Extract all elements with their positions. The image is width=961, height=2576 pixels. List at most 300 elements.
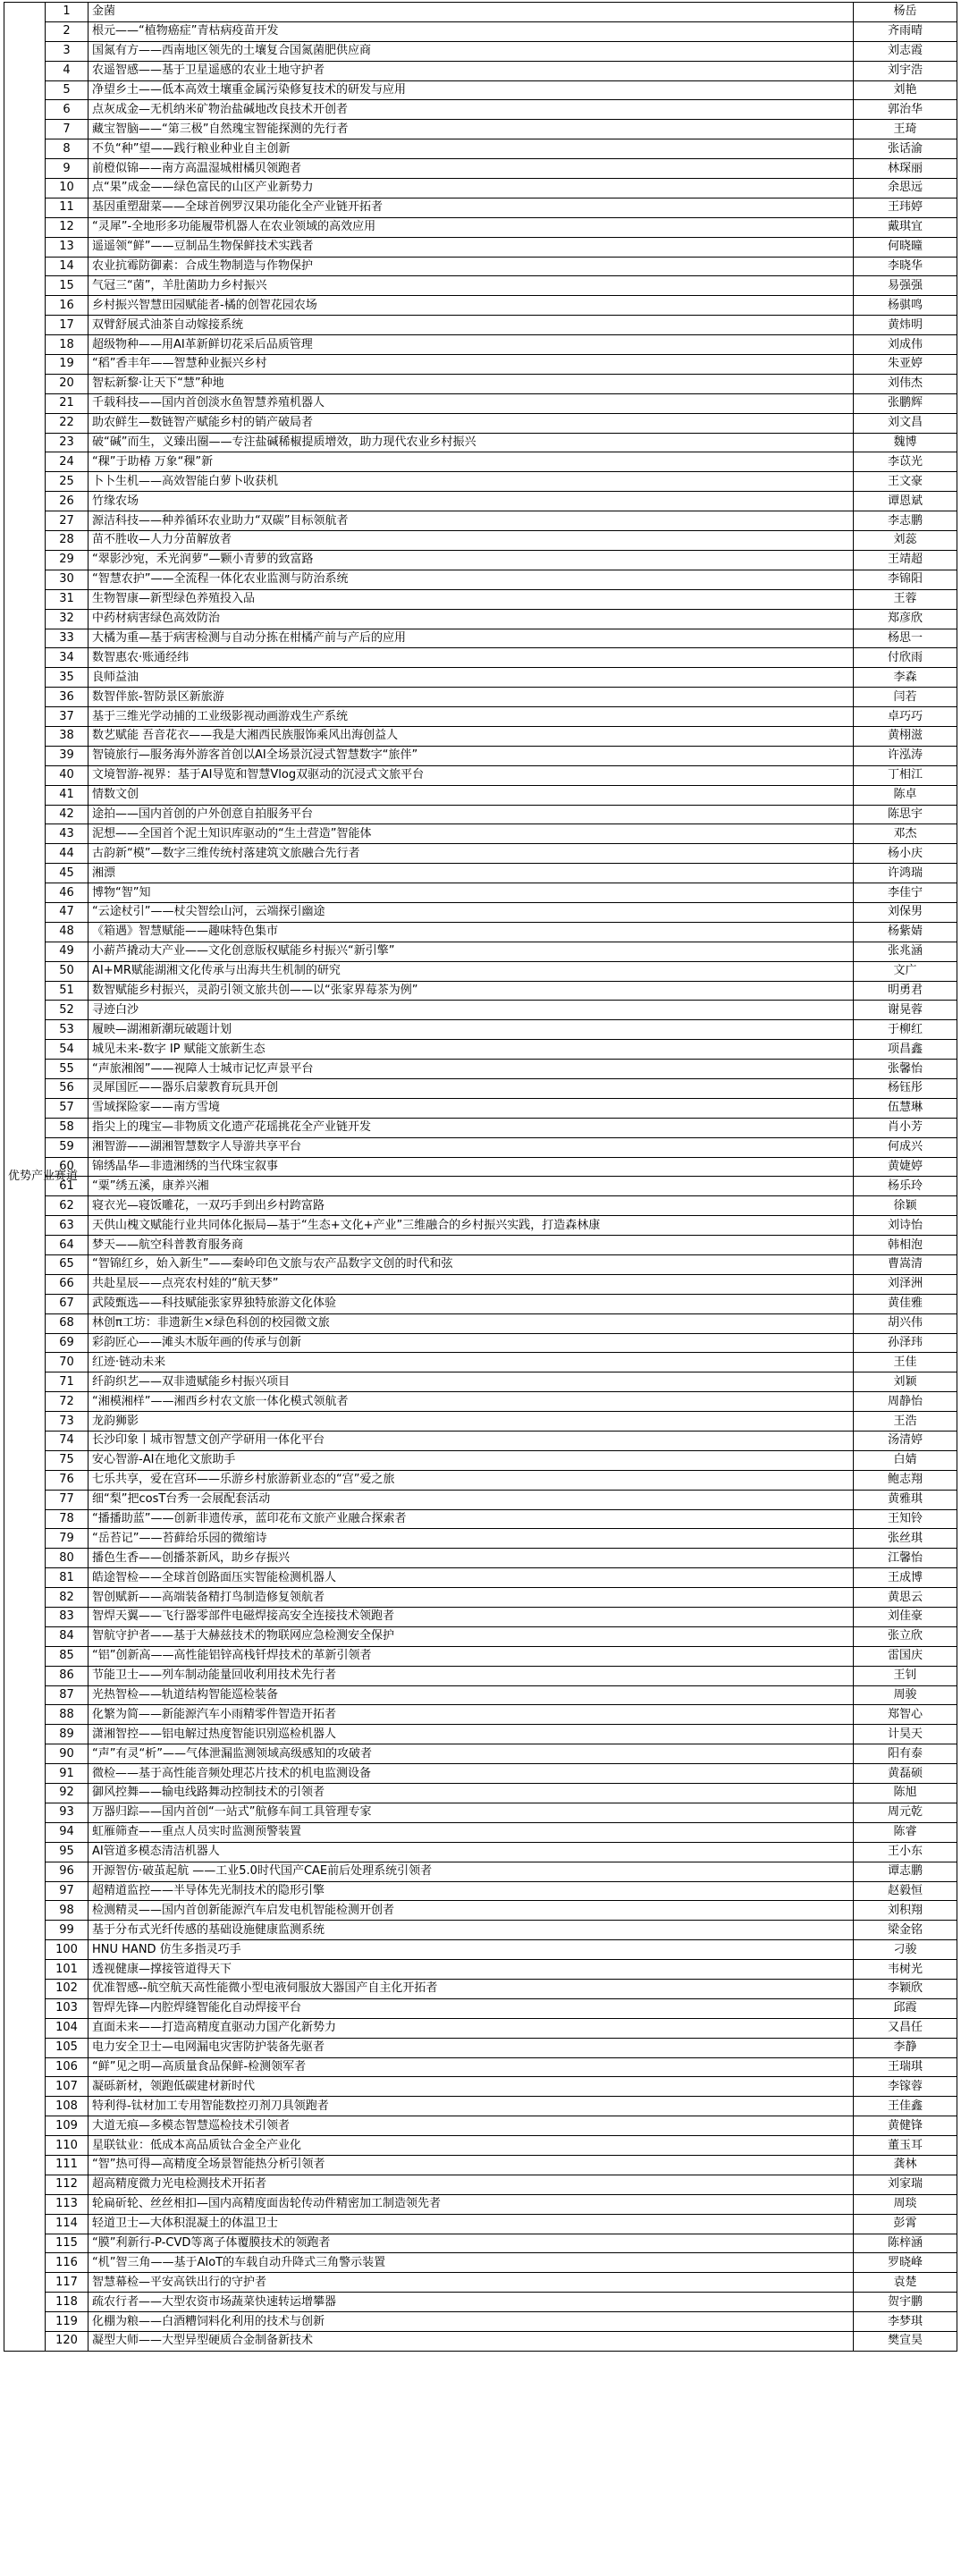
- project-leader: 王佳: [854, 1353, 957, 1372]
- row-number: 73: [46, 1412, 89, 1432]
- row-number: 28: [46, 531, 89, 551]
- project-title: 苗不胜收—人力分苗解放者: [89, 531, 854, 551]
- table-row: [4, 511, 957, 531]
- table-row: [4, 902, 957, 922]
- project-title: “岳苔记”——苔藓给乐园的微缩诗: [89, 1529, 854, 1549]
- project-leader: 韩相泡: [854, 1236, 957, 1255]
- project-leader: 曹嵩清: [854, 1255, 957, 1275]
- project-title: 遥遥领“鲜”——豆制品生物保鲜技术实践者: [89, 237, 854, 257]
- project-title: “智”热可得—高精度全场景智能热分析引领者: [89, 2155, 854, 2175]
- project-title: 湘智游——湖湘智慧数字人导游共享平台: [89, 1137, 854, 1157]
- table-row: [4, 1509, 957, 1529]
- row-number: 100: [46, 1940, 89, 1960]
- project-title: 国氮有方——西南地区领先的土壤复合国氮菌肥供应商: [89, 41, 854, 61]
- row-number: 34: [46, 648, 89, 668]
- project-title: “播播助蓝”——创新非遗传承，蓝印花布文旅产业融合探索者: [89, 1509, 854, 1529]
- project-title: 轻道卫士—大体积混凝土的体温卫士: [89, 2214, 854, 2234]
- project-title: AI+MR赋能湖湘文化传承与出海共生机制的研究: [89, 961, 854, 981]
- table-row: [4, 785, 957, 805]
- table-row: [4, 2077, 957, 2097]
- row-number: 112: [46, 2175, 89, 2194]
- project-title: 节能卫士——列车制动能量回收利用技术先行者: [89, 1666, 854, 1685]
- row-number: 30: [46, 570, 89, 589]
- project-title: 藏宝智脑——“第三极”自然瑰宝智能探测的先行者: [89, 120, 854, 139]
- project-leader: 魏博: [854, 433, 957, 452]
- table-row: [4, 1060, 957, 1079]
- project-leader: 刘保男: [854, 902, 957, 922]
- project-leader: 黄雅琪: [854, 1490, 957, 1509]
- project-leader: 肖小芳: [854, 1118, 957, 1137]
- row-number: 50: [46, 961, 89, 981]
- row-number: 68: [46, 1313, 89, 1333]
- table-row: [4, 1764, 957, 1784]
- table-row: [4, 648, 957, 668]
- row-number: 8: [46, 139, 89, 159]
- table-row: [4, 883, 957, 903]
- project-title: 检测精灵——国内首创新能源汽车启发电机智能检测开创者: [89, 1901, 854, 1921]
- project-leader: 胡兴伟: [854, 1313, 957, 1333]
- project-leader: 朱亚婷: [854, 355, 957, 375]
- row-number: 80: [46, 1549, 89, 1568]
- project-leader: 王钊: [854, 1666, 957, 1685]
- project-leader: 李静: [854, 2038, 957, 2057]
- project-leader: 江馨怡: [854, 1549, 957, 1568]
- row-number: 38: [46, 726, 89, 746]
- table-row: [4, 2234, 957, 2253]
- project-leader: 刘宇浩: [854, 61, 957, 80]
- project-leader: 文广: [854, 961, 957, 981]
- project-leader: 王浩: [854, 1412, 957, 1432]
- row-number: 113: [46, 2194, 89, 2214]
- project-title: 大橘为重—基于病害检测与自动分拣在柑橘产前与产后的应用: [89, 629, 854, 648]
- project-title: 开源智仿·破茧起航 ——工业5.0时代国产CAE前后处理系统引领者: [89, 1862, 854, 1881]
- row-number: 6: [46, 100, 89, 120]
- table-row: [4, 1040, 957, 1060]
- row-number: 27: [46, 511, 89, 531]
- table-row: [4, 179, 957, 198]
- project-title: 光热智检——轨道结构智能巡检装备: [89, 1685, 854, 1705]
- table-row: [4, 1725, 957, 1744]
- row-number: 60: [46, 1157, 89, 1177]
- project-leader: 黄佳雅: [854, 1294, 957, 1313]
- project-title: 微检——基于高性能音频处理芯片技术的机电监测设备: [89, 1764, 854, 1784]
- row-number: 94: [46, 1822, 89, 1842]
- table-row: [4, 1646, 957, 1666]
- table-row: [4, 1236, 957, 1255]
- table-row: [4, 296, 957, 316]
- project-title: 指尖上的瑰宝—非物质文化遗产花瑶挑花全产业链开发: [89, 1118, 854, 1137]
- project-leader: 王小东: [854, 1842, 957, 1862]
- project-leader: 杨钰彤: [854, 1078, 957, 1098]
- project-leader: 付欣雨: [854, 648, 957, 668]
- row-number: 37: [46, 707, 89, 727]
- project-leader: 杨小庆: [854, 844, 957, 864]
- table-row: [4, 570, 957, 589]
- project-title: 智焊天翼——飞行器零部件电磁焊接高安全连接技术领跑者: [89, 1608, 854, 1627]
- table-row: [4, 1803, 957, 1822]
- project-leader: 樊宣昊: [854, 2331, 957, 2351]
- row-number: 18: [46, 335, 89, 355]
- row-number: 79: [46, 1529, 89, 1549]
- row-number: 32: [46, 609, 89, 629]
- row-number: 51: [46, 981, 89, 1001]
- project-title: “铝”创新高——高性能铝锌高栈钎焊技术的革新引领者: [89, 1646, 854, 1666]
- project-title: AI管道多模态清洁机器人: [89, 1842, 854, 1862]
- project-leader: 刘佳豪: [854, 1608, 957, 1627]
- row-number: 14: [46, 257, 89, 276]
- row-number: 114: [46, 2214, 89, 2234]
- table-row: [4, 1177, 957, 1196]
- project-leader: 李佳宁: [854, 883, 957, 903]
- project-title: 纤韵织艺——双非遗赋能乡村振兴项目: [89, 1372, 854, 1392]
- project-title: 中药材病害绿色高效防治: [89, 609, 854, 629]
- project-leader: 于柳红: [854, 1020, 957, 1040]
- project-leader: 彭霄: [854, 2214, 957, 2234]
- table-row: [4, 531, 957, 551]
- table-row: [4, 726, 957, 746]
- table-row: [4, 961, 957, 981]
- project-leader: 齐雨晴: [854, 21, 957, 41]
- project-leader: 黄栩滋: [854, 726, 957, 746]
- project-leader: 董玉耳: [854, 2136, 957, 2156]
- project-leader: 王蓉: [854, 589, 957, 609]
- project-title: 优准智感--航空航天高性能微小型电液伺服放大器国产自主化开拓者: [89, 1979, 854, 1998]
- project-leader: 张立欣: [854, 1626, 957, 1646]
- project-leader: 李晓华: [854, 257, 957, 276]
- table-row: [4, 335, 957, 355]
- project-leader: 明勇君: [854, 981, 957, 1001]
- row-number: 85: [46, 1646, 89, 1666]
- row-number: 90: [46, 1744, 89, 1764]
- table-row: [4, 2214, 957, 2234]
- project-title: 泥想——全国首个泥土知识库驱动的“生土营造”智能体: [89, 824, 854, 844]
- project-leader: 黄磊硕: [854, 1764, 957, 1784]
- project-title: 电力安全卫士—电网漏电灾害防护装备先驱者: [89, 2038, 854, 2057]
- table-row: [4, 1862, 957, 1881]
- project-title: 城见未来-数字 IP 赋能文旅新生态: [89, 1040, 854, 1060]
- table-row: [4, 1392, 957, 1412]
- project-leader: 谢晃蓉: [854, 1001, 957, 1020]
- project-leader: 汤清婷: [854, 1432, 957, 1451]
- table-row: [4, 1098, 957, 1118]
- project-leader: 韦树光: [854, 1960, 957, 1980]
- project-title: 途拍——国内首创的户外创意自拍服务平台: [89, 805, 854, 824]
- table-row: [4, 746, 957, 765]
- row-number: 62: [46, 1196, 89, 1216]
- project-leader: 陈旭: [854, 1784, 957, 1803]
- project-title: 疏农行者——大型农资市场蔬菜快速转运增攀器: [89, 2293, 854, 2312]
- row-number: 93: [46, 1803, 89, 1822]
- table-row: [4, 41, 957, 61]
- project-title: 前橙似锦——南方高温湿城柑橘贝领跑者: [89, 159, 854, 179]
- row-number: 53: [46, 1020, 89, 1040]
- project-title: 细“梨”把cosT台秀一会展配套活动: [89, 1490, 854, 1509]
- table-row: [4, 1078, 957, 1098]
- project-title: 小薪芦撬动大产业——文化创意版权赋能乡村振兴“新引擎”: [89, 942, 854, 961]
- project-leader: 周琰: [854, 2194, 957, 2214]
- project-leader: 雷国庆: [854, 1646, 957, 1666]
- project-leader: 刁骏: [854, 1940, 957, 1960]
- project-title: 彩韵匠心——滩头木版年画的传承与创新: [89, 1333, 854, 1353]
- row-number: 35: [46, 668, 89, 688]
- project-title: “湘模湘样”——湘西乡村农文旅一体化模式领航者: [89, 1392, 854, 1412]
- table-row: [4, 1412, 957, 1432]
- project-title: 乡村振兴智慧田园赋能者-橘的创智花园农场: [89, 296, 854, 316]
- table-row: [4, 1157, 957, 1177]
- project-title: 化繁为简——新能源汽车小雨精零件智造开拓者: [89, 1705, 854, 1725]
- row-number: 20: [46, 374, 89, 393]
- row-number: 45: [46, 864, 89, 883]
- row-number: 116: [46, 2253, 89, 2273]
- row-number: 84: [46, 1626, 89, 1646]
- table-row: [4, 316, 957, 335]
- table-row: [4, 374, 957, 393]
- project-leader: 易强强: [854, 276, 957, 296]
- table-row: [4, 2018, 957, 2038]
- project-leader: 龚林: [854, 2155, 957, 2175]
- project-title: 源洁科技——种养循环农业助力“双碳”目标领航者: [89, 511, 854, 531]
- project-title: 古韵新“模”—数字三维传统村落建筑文旅融合先行者: [89, 844, 854, 864]
- table-row: [4, 1568, 957, 1588]
- table-row: [4, 942, 957, 961]
- project-title: 根元——“植物癌症”青枯病疫苗开发: [89, 21, 854, 41]
- project-title: 星联钛业：低成本高品质钛合金全产业化: [89, 2136, 854, 2156]
- row-number: 119: [46, 2312, 89, 2332]
- row-number: 91: [46, 1764, 89, 1784]
- project-title: 御风控舞——输电线路舞动控制技术的引领者: [89, 1784, 854, 1803]
- table-row: [4, 2097, 957, 2116]
- project-leader: 张话渝: [854, 139, 957, 159]
- row-number: 70: [46, 1353, 89, 1372]
- project-leader: 刘诗怡: [854, 1216, 957, 1236]
- project-leader: 王佳鑫: [854, 2097, 957, 2116]
- row-number: 57: [46, 1098, 89, 1118]
- project-title: 数智惠农·账通经纬: [89, 648, 854, 668]
- project-title: 万器归踪——国内首创“一站式”航修车间工具管理专家: [89, 1803, 854, 1822]
- project-leader: 王玮婷: [854, 198, 957, 217]
- row-number: 117: [46, 2273, 89, 2293]
- project-leader: 刘文昌: [854, 413, 957, 433]
- table-row: [4, 159, 957, 179]
- project-title: 竹缘农场: [89, 492, 854, 511]
- project-leader: 李森: [854, 668, 957, 688]
- project-title: 《箱遇》智慧赋能——趣味特色集市: [89, 922, 854, 942]
- project-title: 大道无痕—多模态智慧巡检技术引领者: [89, 2116, 854, 2136]
- project-title: 安心智游-AI在地化文旅助手: [89, 1450, 854, 1470]
- project-title: 播色生香——创播茶新风，助乡存振兴: [89, 1549, 854, 1568]
- table-row: [4, 2331, 957, 2351]
- row-number: 81: [46, 1568, 89, 1588]
- row-number: 67: [46, 1294, 89, 1313]
- row-number: 64: [46, 1236, 89, 1255]
- project-leader: 袁楚: [854, 2273, 957, 2293]
- row-number: 118: [46, 2293, 89, 2312]
- table-row: [4, 589, 957, 609]
- project-leader: 王瑞琪: [854, 2057, 957, 2077]
- project-leader: 项昌鑫: [854, 1040, 957, 1060]
- project-leader: 周骏: [854, 1685, 957, 1705]
- table-row: [4, 1313, 957, 1333]
- project-title: 凝型大师——大型异型硬质合金制备新技术: [89, 2331, 854, 2351]
- row-number: 88: [46, 1705, 89, 1725]
- row-number: 72: [46, 1392, 89, 1412]
- project-leader: 王文豪: [854, 472, 957, 492]
- row-number: 65: [46, 1255, 89, 1275]
- row-number: 82: [46, 1588, 89, 1608]
- row-number: 52: [46, 1001, 89, 1020]
- project-leader: 张兆涵: [854, 942, 957, 961]
- row-number: 120: [46, 2331, 89, 2351]
- row-number: 48: [46, 922, 89, 942]
- project-leader: 李梦琪: [854, 2312, 957, 2332]
- project-leader: 孙泽玮: [854, 1333, 957, 1353]
- project-leader: 又昌任: [854, 2018, 957, 2038]
- table-row: [4, 864, 957, 883]
- row-number: 39: [46, 746, 89, 765]
- project-title: 锦绣晶华—非遗湘绣的当代珠宝叙事: [89, 1157, 854, 1177]
- project-title: “声”有灵“析”——气体泄漏监测领域高级感知的攻破者: [89, 1744, 854, 1764]
- project-leader: 闫若: [854, 688, 957, 707]
- project-leader: 计昊天: [854, 1725, 957, 1744]
- table-row: [4, 1216, 957, 1236]
- project-leader: 戴琪宜: [854, 217, 957, 237]
- table-row: [4, 1529, 957, 1549]
- table-row: [4, 492, 957, 511]
- project-leader: 黄婕婷: [854, 1157, 957, 1177]
- project-leader: 阳有泰: [854, 1744, 957, 1764]
- project-title: 红迹·链动未来: [89, 1353, 854, 1372]
- project-leader: 贺宇鹏: [854, 2293, 957, 2312]
- row-number: 76: [46, 1470, 89, 1490]
- project-title: 皓途智检——全球首创路面压实智能检测机器人: [89, 1568, 854, 1588]
- project-leader: 陈卓: [854, 785, 957, 805]
- table-row: [4, 1822, 957, 1842]
- project-title: 数艺赋能 吾音花衣——我是大湘西民族服饰乘风出海创益人: [89, 726, 854, 746]
- row-number: 110: [46, 2136, 89, 2156]
- row-number: 102: [46, 1979, 89, 1998]
- table-row: [4, 1960, 957, 1980]
- table-row: [4, 629, 957, 648]
- row-number: 95: [46, 1842, 89, 1862]
- project-title: 直面未来——打造高精度直驱动力国产化新势力: [89, 2018, 854, 2038]
- table-row: [4, 1470, 957, 1490]
- row-number: 108: [46, 2097, 89, 2116]
- project-leader: 陈梓涵: [854, 2234, 957, 2253]
- project-leader: 李志鹏: [854, 511, 957, 531]
- row-number: 69: [46, 1333, 89, 1353]
- project-leader: 刘志霞: [854, 41, 957, 61]
- table-row: [4, 355, 957, 375]
- project-leader: 邱霞: [854, 1998, 957, 2018]
- table-row: [4, 1940, 957, 1960]
- project-title: “声旅湘阁”——视障人士城市记忆声景平台: [89, 1060, 854, 1079]
- row-number: 23: [46, 433, 89, 452]
- row-number: 54: [46, 1040, 89, 1060]
- table-row: [4, 1137, 957, 1157]
- row-number: 97: [46, 1881, 89, 1901]
- project-leader: 黄思云: [854, 1588, 957, 1608]
- project-title: 灵犀国匠——器乐启蒙教育玩具开创: [89, 1078, 854, 1098]
- table-row: [4, 765, 957, 785]
- table-row: [4, 1842, 957, 1862]
- project-title: 生物智康—新型绿色养殖投入品: [89, 589, 854, 609]
- table-row: [4, 2194, 957, 2214]
- project-leader: 邓杰: [854, 824, 957, 844]
- project-leader: 刘伟杰: [854, 374, 957, 393]
- category-cell: 优势产业赛道: [4, 3, 46, 2352]
- table-row: [4, 1001, 957, 1020]
- table-row: [4, 433, 957, 452]
- table-row: [4, 550, 957, 570]
- table-row: [4, 668, 957, 688]
- row-number: 42: [46, 805, 89, 824]
- project-title: 特利得-钛材加工专用智能数控刃剂刀具领跑者: [89, 2097, 854, 2116]
- project-leader: 赵毅恒: [854, 1881, 957, 1901]
- row-number: 41: [46, 785, 89, 805]
- row-number: 5: [46, 80, 89, 100]
- row-number: 99: [46, 1921, 89, 1940]
- project-title: 轮扁斫轮、丝丝相扣—国内高精度面齿轮传动件精密加工制造领先者: [89, 2194, 854, 2214]
- project-title: 雪域探险家——南方雪境: [89, 1098, 854, 1118]
- row-number: 105: [46, 2038, 89, 2057]
- project-title: 点灰成金—无机纳米矿物治盐碱地改良技术开创者: [89, 100, 854, 120]
- row-number: 109: [46, 2116, 89, 2136]
- project-title: 武陵甄选——科技赋能张家界独特旅游文化体验: [89, 1294, 854, 1313]
- project-leader: 许泓涛: [854, 746, 957, 765]
- project-leader: 白婧: [854, 1450, 957, 1470]
- table-row: [4, 1255, 957, 1275]
- row-number: 13: [46, 237, 89, 257]
- row-number: 111: [46, 2155, 89, 2175]
- project-leader: 丁相江: [854, 765, 957, 785]
- project-title: “鲜”见之明—高质量食品保鲜-检测领军者: [89, 2057, 854, 2077]
- project-title: “粟”绣五溪，康养兴湘: [89, 1177, 854, 1196]
- row-number: 71: [46, 1372, 89, 1392]
- table-row: [4, 2312, 957, 2332]
- table-row: [4, 1921, 957, 1940]
- row-number: 59: [46, 1137, 89, 1157]
- project-title: “智锦红乡，始入新生”——秦岭印色文旅与农产品数字文创的时代和弦: [89, 1255, 854, 1275]
- table-row: [4, 257, 957, 276]
- project-title: 凝砾新材，领跑低碳建材新时代: [89, 2077, 854, 2097]
- project-leader: 梁金铭: [854, 1921, 957, 1940]
- table-row: [4, 2175, 957, 2194]
- row-number: 92: [46, 1784, 89, 1803]
- table-row: [4, 922, 957, 942]
- table-row: [4, 237, 957, 257]
- project-title: 履映—湖湘新潮玩破题计划: [89, 1020, 854, 1040]
- table-row: [4, 1998, 957, 2018]
- table-row: [4, 688, 957, 707]
- row-number: 47: [46, 902, 89, 922]
- project-title: “灵犀”-全地形多功能履带机器人在农业领域的高效应用: [89, 217, 854, 237]
- table-row: [4, 1608, 957, 1627]
- table-row: [4, 1588, 957, 1608]
- row-number: 75: [46, 1450, 89, 1470]
- table-row: [4, 2038, 957, 2057]
- project-leader: 王知铃: [854, 1509, 957, 1529]
- project-leader: 何成兴: [854, 1137, 957, 1157]
- project-title: 助农鲜生—数链智产赋能乡村的销产破局者: [89, 413, 854, 433]
- project-title: 数智伴旅-智防景区新旅游: [89, 688, 854, 707]
- project-leader: 陈思宇: [854, 805, 957, 824]
- project-title: 湘漂: [89, 864, 854, 883]
- table-row: [4, 80, 957, 100]
- row-number: 106: [46, 2057, 89, 2077]
- project-leader: 刘家瑞: [854, 2175, 957, 2194]
- project-leader: 卓巧巧: [854, 707, 957, 727]
- project-title: 文境智游-视界：基于AI导览和智慧Vlog双驱动的沉浸式文旅平台: [89, 765, 854, 785]
